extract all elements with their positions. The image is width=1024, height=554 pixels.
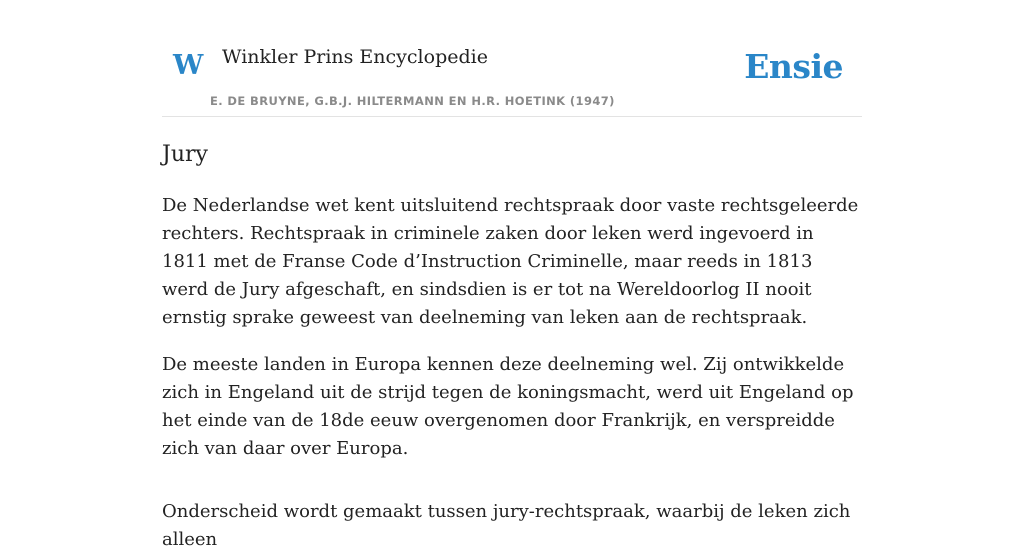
ensie-logo[interactable]: Ensie xyxy=(744,47,843,86)
page-container xyxy=(162,0,862,554)
winkler-prins-logo-icon[interactable]: W xyxy=(173,50,204,81)
article-paragraph: De Nederlandse wet kent uitsluitend rechtspraak door vaste rechtsgeleerde rechters. Rechtspraak in criminele zaken door leken werd ingevoerd in 1811 met de Franse Code d’Instruction Criminelle, maar reeds in 1813 werd de Jury afgeschaft, en sindsdien is er tot na Wereldoorlog II nooit ernstig sprake geweest van deelneming van leken aan de rechtspraak. xyxy=(162,194,859,328)
book-title[interactable]: Winkler Prins Encyclopedie xyxy=(222,46,488,68)
book-authors: E. DE BRUYNE, G.B.J. HILTERMANN EN H.R. HOETINK (1947) xyxy=(210,94,615,108)
article-title: Jury xyxy=(162,142,208,167)
site-header xyxy=(162,0,862,117)
article-paragraph: De meeste landen in Europa kennen deze deelneming wel. Zij ontwikkelde zich in Engeland uit de strijd tegen de koningsmacht, werd uit Engeland op het einde van de 18de eeuw overgenomen door Frankrijk, en verspreidde zich van daar over Europa. xyxy=(162,353,854,459)
article-paragraph: Onderscheid wordt gemaakt tussen jury-rechtspraak, waarbij de leken zich alleen xyxy=(162,500,851,550)
